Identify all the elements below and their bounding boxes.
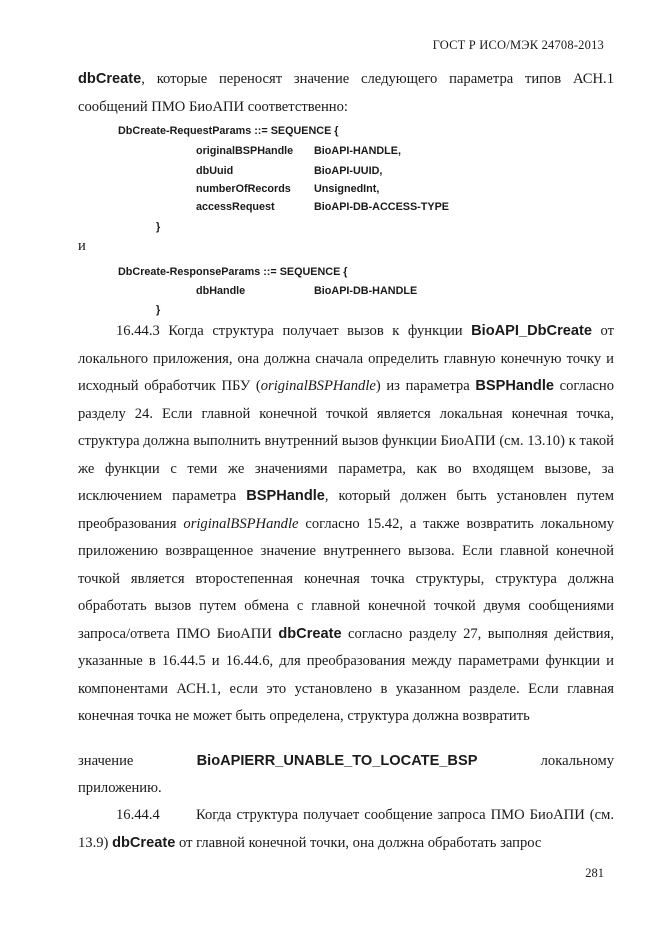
request-field-name: numberOfRecords (196, 183, 291, 195)
s3-code: BSPHandle (246, 488, 325, 504)
response-params-closing: } (156, 304, 161, 316)
s3-text: , который должен быть установлен путем преобразования (78, 488, 615, 532)
section-16-44-3 (78, 318, 614, 731)
section-16-44-4 (78, 802, 614, 857)
s3-text: согласно 15.42, а также возвратить локальному приложению возвращенное значение внутреннего вызова. Если главной конечной точкой является второстепенная конечная точка структуры, структура должна обработать вызов путем обмена с главной конечной точкой двумя сообщениями запроса/ответа ПМО БиоАПИ (78, 515, 614, 642)
page-number: 281 (585, 866, 604, 880)
section-16-44-3-end: приложению. (78, 780, 162, 796)
request-field-type: BioAPI-HANDLE, (314, 145, 401, 157)
s3-text: согласно разделу 27, выполняя действия, указанные в 16.44.5 и 16.44.6, для преобразования между параметрами функции и компонентами АСН.1, если это установлено в указанном разделе. Если главная конечная точка не может быть определена, структура должна возвратить (78, 625, 614, 724)
intro-term: dbCreate (78, 71, 142, 87)
request-field-type: BioAPI-DB-ACCESS-TYPE (314, 201, 449, 213)
s4-text: Когда структура получает сообщение запроса ПМО БиоАПИ (см. 13.9) (78, 807, 614, 851)
request-field-name: dbUuid (196, 165, 234, 177)
intro-text: , которые переносят значение следующего параметра типов АСН.1 сообщений ПМО БиоАПИ соответственно: (78, 71, 614, 115)
intro-paragraph (78, 66, 614, 121)
response-params-opening: DbCreate-ResponseParams ::= SEQUENCE { (118, 266, 348, 278)
conjunction: и (78, 238, 86, 254)
s3-text: 16.44.3 Когда структура получает вызов к функции (116, 323, 472, 339)
s3-italic: originalBSPHandle (183, 515, 299, 532)
response-field-type: BioAPI-DB-HANDLE (314, 285, 418, 297)
s3-text: локальному (540, 753, 614, 769)
section-16-44-3-value-line (78, 748, 614, 776)
request-field-type: BioAPI-UUID, (314, 165, 383, 177)
s3-code: dbCreate (278, 625, 342, 642)
s3-code: BSPHandle (475, 378, 554, 394)
request-field-name: originalBSPHandle (196, 145, 294, 157)
s3-text: от локального приложения, она должна сначала определить главную конечную точку и исходный обработчик ПБУ ( (78, 323, 614, 394)
s3-text: согласно разделу 24. Если главной конечной точкой является локальная конечная точка, структура должна выполнить внутренний вызов функции БиоАПИ (см. 13.10) к такой же функции с теми же значениями параметра, как во входящем вызове, за исключением параметра (78, 378, 615, 504)
s3-text: значение (78, 753, 134, 769)
s3-italic: originalBSPHandle (260, 378, 376, 394)
s3-code: BioAPI_DbCreate (471, 323, 592, 339)
s3-error-code: BioAPIERR_UNABLE_TO_LOCATE_BSP (196, 753, 478, 769)
s3-text: ) из параметра (375, 378, 476, 394)
request-params-opening: DbCreate-RequestParams ::= SEQUENCE { (118, 125, 339, 137)
s4-code: dbCreate (112, 834, 176, 851)
standard-header: ГОСТ Р ИСО/МЭК 24708-2013 (432, 38, 604, 52)
response-field-name: dbHandle (196, 285, 246, 297)
s4-number: 16.44.4 (116, 807, 160, 823)
request-field-name: accessRequest (196, 201, 275, 213)
request-params-closing: } (156, 221, 161, 233)
request-field-type: UnsignedInt, (314, 183, 380, 195)
s4-text: от главной конечной точки, она должна обработать запрос (175, 834, 542, 851)
